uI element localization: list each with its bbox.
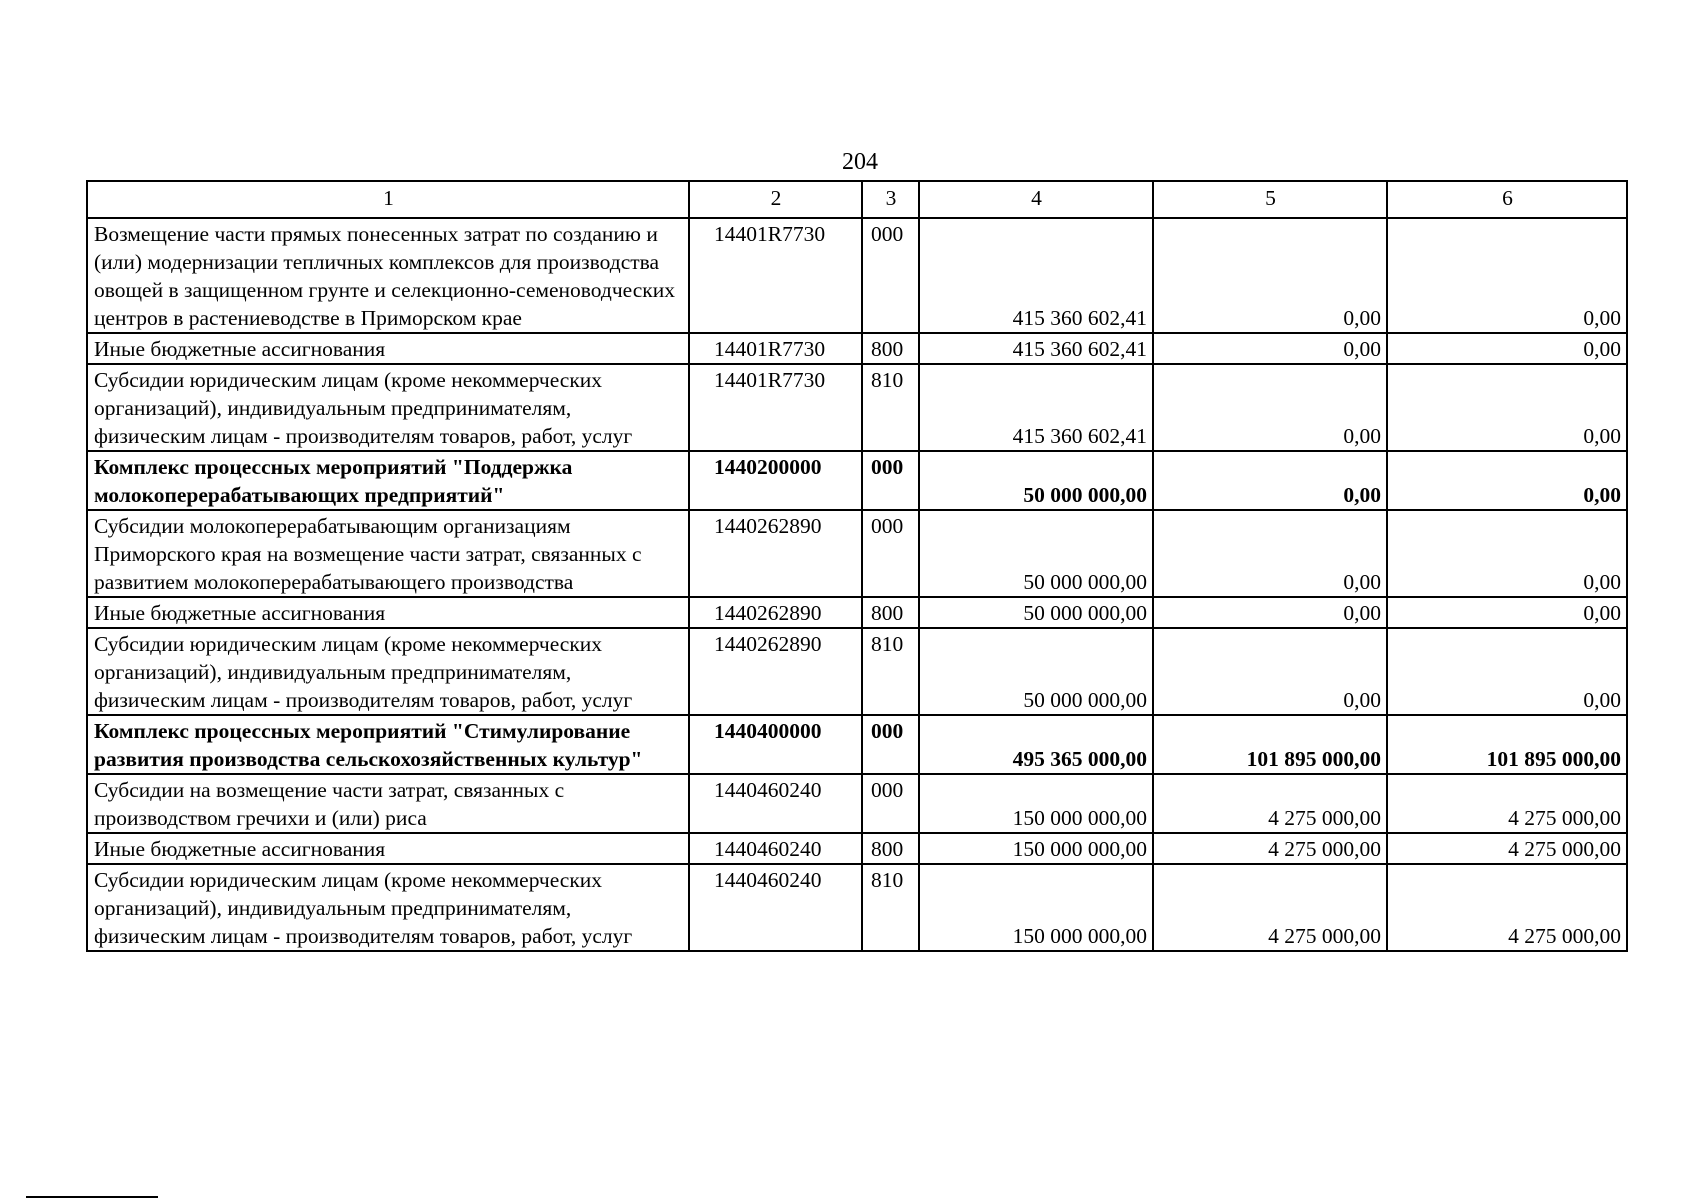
amount-col-6: 0,00 xyxy=(1387,333,1627,364)
amount-col-5: 0,00 xyxy=(1153,364,1387,451)
amount-col-6: 4 275 000,00 xyxy=(1387,774,1627,833)
target-code: 14401R7730 xyxy=(689,364,862,451)
table-row xyxy=(87,628,1627,715)
expense-type-code: 000 xyxy=(862,715,919,774)
row-name: Субсидии юридическим лицам (кроме некоммерческих организаций), индивидуальным предпринимателям, физическим лицам - производителям товаров, работ, услуг xyxy=(87,628,689,715)
amount-col-6: 0,00 xyxy=(1387,218,1627,333)
target-code: 1440200000 xyxy=(689,451,862,510)
column-header: 4 xyxy=(919,181,1153,218)
amount-col-5: 101 895 000,00 xyxy=(1153,715,1387,774)
amount-col-4: 50 000 000,00 xyxy=(919,451,1153,510)
table-row xyxy=(87,364,1627,451)
column-header: 5 xyxy=(1153,181,1387,218)
table-row xyxy=(87,510,1627,597)
table-row xyxy=(87,451,1627,510)
column-header: 6 xyxy=(1387,181,1627,218)
table-row xyxy=(87,218,1627,333)
expense-type-code: 800 xyxy=(862,333,919,364)
amount-col-4: 150 000 000,00 xyxy=(919,833,1153,864)
amount-col-4: 415 360 602,41 xyxy=(919,218,1153,333)
amount-col-4: 495 365 000,00 xyxy=(919,715,1153,774)
amount-col-4: 150 000 000,00 xyxy=(919,864,1153,951)
amount-col-4: 415 360 602,41 xyxy=(919,333,1153,364)
amount-col-6: 0,00 xyxy=(1387,597,1627,628)
amount-col-6: 4 275 000,00 xyxy=(1387,833,1627,864)
target-code: 1440460240 xyxy=(689,833,862,864)
amount-col-5: 0,00 xyxy=(1153,597,1387,628)
row-name: Иные бюджетные ассигнования xyxy=(87,333,689,364)
amount-col-5: 4 275 000,00 xyxy=(1153,833,1387,864)
header-row xyxy=(87,181,1627,218)
row-name: Комплекс процессных мероприятий "Стимулирование развития производства сельскохозяйственных культур" xyxy=(87,715,689,774)
table-row xyxy=(87,597,1627,628)
amount-col-6: 4 275 000,00 xyxy=(1387,864,1627,951)
target-code: 1440460240 xyxy=(689,864,862,951)
table-row xyxy=(87,774,1627,833)
row-name: Комплекс процессных мероприятий "Поддержка молокоперерабатывающих предприятий" xyxy=(87,451,689,510)
column-header: 1 xyxy=(87,181,689,218)
row-name: Иные бюджетные ассигнования xyxy=(87,833,689,864)
row-name: Иные бюджетные ассигнования xyxy=(87,597,689,628)
expense-type-code: 000 xyxy=(862,774,919,833)
target-code: 1440400000 xyxy=(689,715,862,774)
amount-col-4: 415 360 602,41 xyxy=(919,364,1153,451)
table-body xyxy=(87,218,1627,951)
target-code: 1440262890 xyxy=(689,597,862,628)
row-name: Субсидии на возмещение части затрат, связанных с производством гречихи и (или) риса xyxy=(87,774,689,833)
footnote-divider xyxy=(26,1196,158,1198)
target-code: 1440262890 xyxy=(689,628,862,715)
amount-col-5: 4 275 000,00 xyxy=(1153,864,1387,951)
target-code: 14401R7730 xyxy=(689,333,862,364)
amount-col-6: 101 895 000,00 xyxy=(1387,715,1627,774)
amount-col-6: 0,00 xyxy=(1387,364,1627,451)
amount-col-4: 150 000 000,00 xyxy=(919,774,1153,833)
table-row xyxy=(87,833,1627,864)
row-name: Субсидии молокоперерабатывающим организациям Приморского края на возмещение части затрат, связанных с развитием молокоперерабатывающего производства xyxy=(87,510,689,597)
amount-col-4: 50 000 000,00 xyxy=(919,597,1153,628)
column-header: 3 xyxy=(862,181,919,218)
expense-type-code: 000 xyxy=(862,218,919,333)
amount-col-4: 50 000 000,00 xyxy=(919,510,1153,597)
row-name: Субсидии юридическим лицам (кроме некоммерческих организаций), индивидуальным предпринимателям, физическим лицам - производителям товаров, работ, услуг xyxy=(87,364,689,451)
expense-type-code: 000 xyxy=(862,510,919,597)
amount-col-5: 4 275 000,00 xyxy=(1153,774,1387,833)
amount-col-5: 0,00 xyxy=(1153,510,1387,597)
amount-col-5: 0,00 xyxy=(1153,333,1387,364)
expense-type-code: 800 xyxy=(862,597,919,628)
amount-col-6: 0,00 xyxy=(1387,451,1627,510)
amount-col-5: 0,00 xyxy=(1153,628,1387,715)
table-row xyxy=(87,864,1627,951)
table-row xyxy=(87,715,1627,774)
target-code: 1440262890 xyxy=(689,510,862,597)
expense-type-code: 810 xyxy=(862,864,919,951)
amount-col-5: 0,00 xyxy=(1153,451,1387,510)
table-row xyxy=(87,333,1627,364)
expense-type-code: 810 xyxy=(862,364,919,451)
target-code: 14401R7730 xyxy=(689,218,862,333)
expense-type-code: 000 xyxy=(862,451,919,510)
amount-col-5: 0,00 xyxy=(1153,218,1387,333)
expense-type-code: 800 xyxy=(862,833,919,864)
expense-type-code: 810 xyxy=(862,628,919,715)
row-name: Возмещение части прямых понесенных затрат по созданию и (или) модернизации тепличных комплексов для производства овощей в защищенном грунте и селекционно-семеноводческих центров в растениеводстве в Приморском крае xyxy=(87,218,689,333)
target-code: 1440460240 xyxy=(689,774,862,833)
amount-col-6: 0,00 xyxy=(1387,628,1627,715)
amount-col-4: 50 000 000,00 xyxy=(919,628,1153,715)
column-header: 2 xyxy=(689,181,862,218)
row-name: Субсидии юридическим лицам (кроме некоммерческих организаций), индивидуальным предпринимателям, физическим лицам - производителям товаров, работ, услуг xyxy=(87,864,689,951)
budget-table xyxy=(86,180,1628,952)
page-number: 204 xyxy=(842,149,878,175)
amount-col-6: 0,00 xyxy=(1387,510,1627,597)
